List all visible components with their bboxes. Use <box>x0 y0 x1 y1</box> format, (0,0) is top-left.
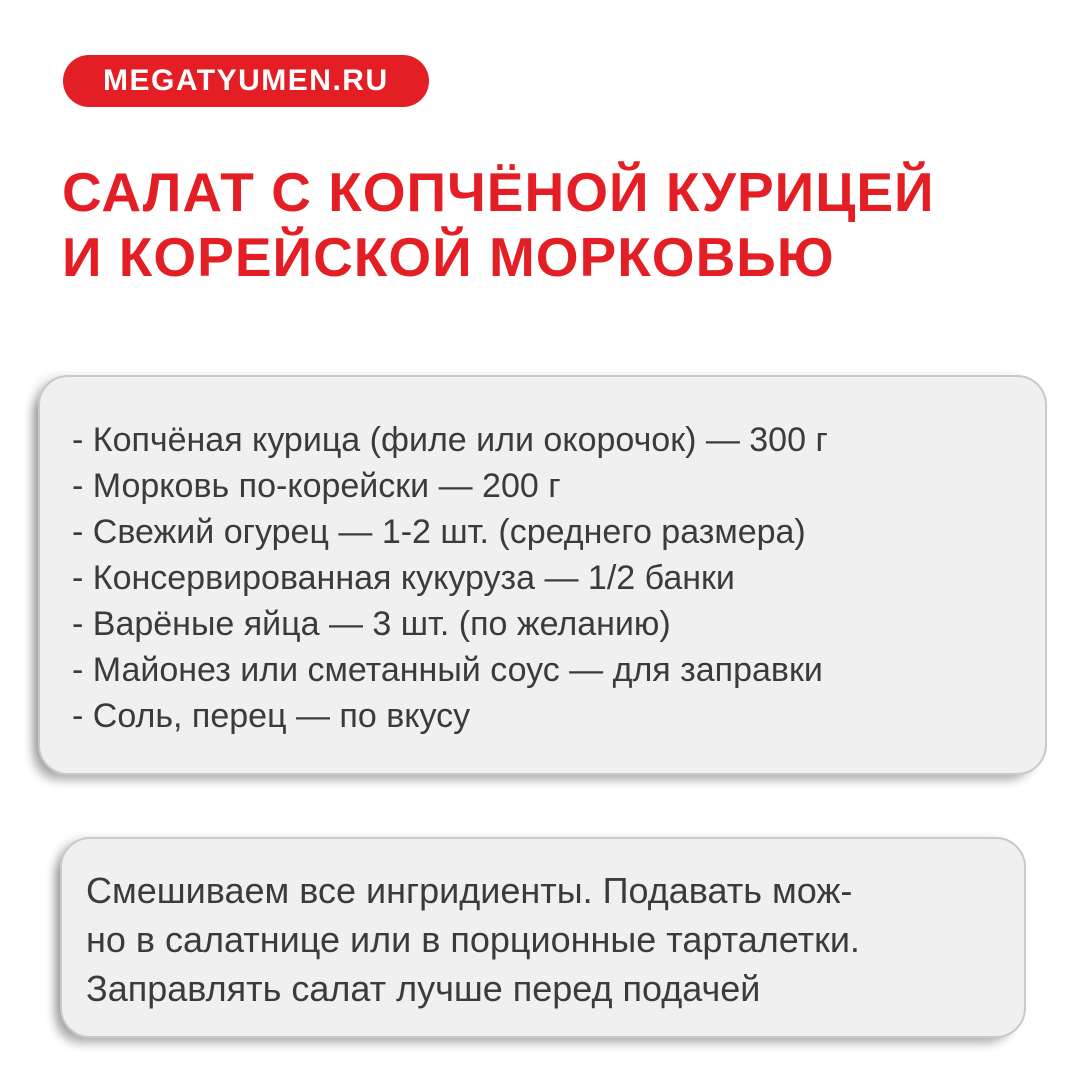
ingredient-item: - Морковь по-корейски — 200 г <box>72 467 561 505</box>
ingredient-item: - Свежий огурец — 1-2 шт. (среднего размера) <box>72 513 806 551</box>
ingredient-item: - Консервированная кукуруза — 1/2 банки <box>72 559 735 597</box>
instruction-line: Заправлять салат лучше перед подачей <box>86 968 761 1009</box>
site-badge <box>63 55 429 107</box>
ingredients-card <box>38 375 1047 775</box>
instructions-card <box>60 837 1026 1038</box>
page-title-line-2: И КОРЕЙСКОЙ МОРКОВЬЮ <box>62 226 835 288</box>
page-title <box>62 160 935 290</box>
ingredient-item: - Копчёная курица (филе или окорочок) — 300 г <box>72 421 828 459</box>
site-badge-label: MEGATYUMEN.RU <box>103 64 389 97</box>
instruction-line: но в салатнице или в порционные тарталетки. <box>86 919 860 960</box>
page-title-line-1: САЛАТ С КОПЧЁНОЙ КУРИЦЕЙ <box>62 161 935 223</box>
instruction-line: Смешиваем все ингридиенты. Подавать мож- <box>86 870 853 911</box>
ingredient-item: - Варёные яйца — 3 шт. (по желанию) <box>72 605 671 643</box>
ingredient-item: - Майонез или сметанный соус — для заправки <box>72 651 823 689</box>
ingredient-item: - Соль, перец — по вкусу <box>72 697 471 735</box>
